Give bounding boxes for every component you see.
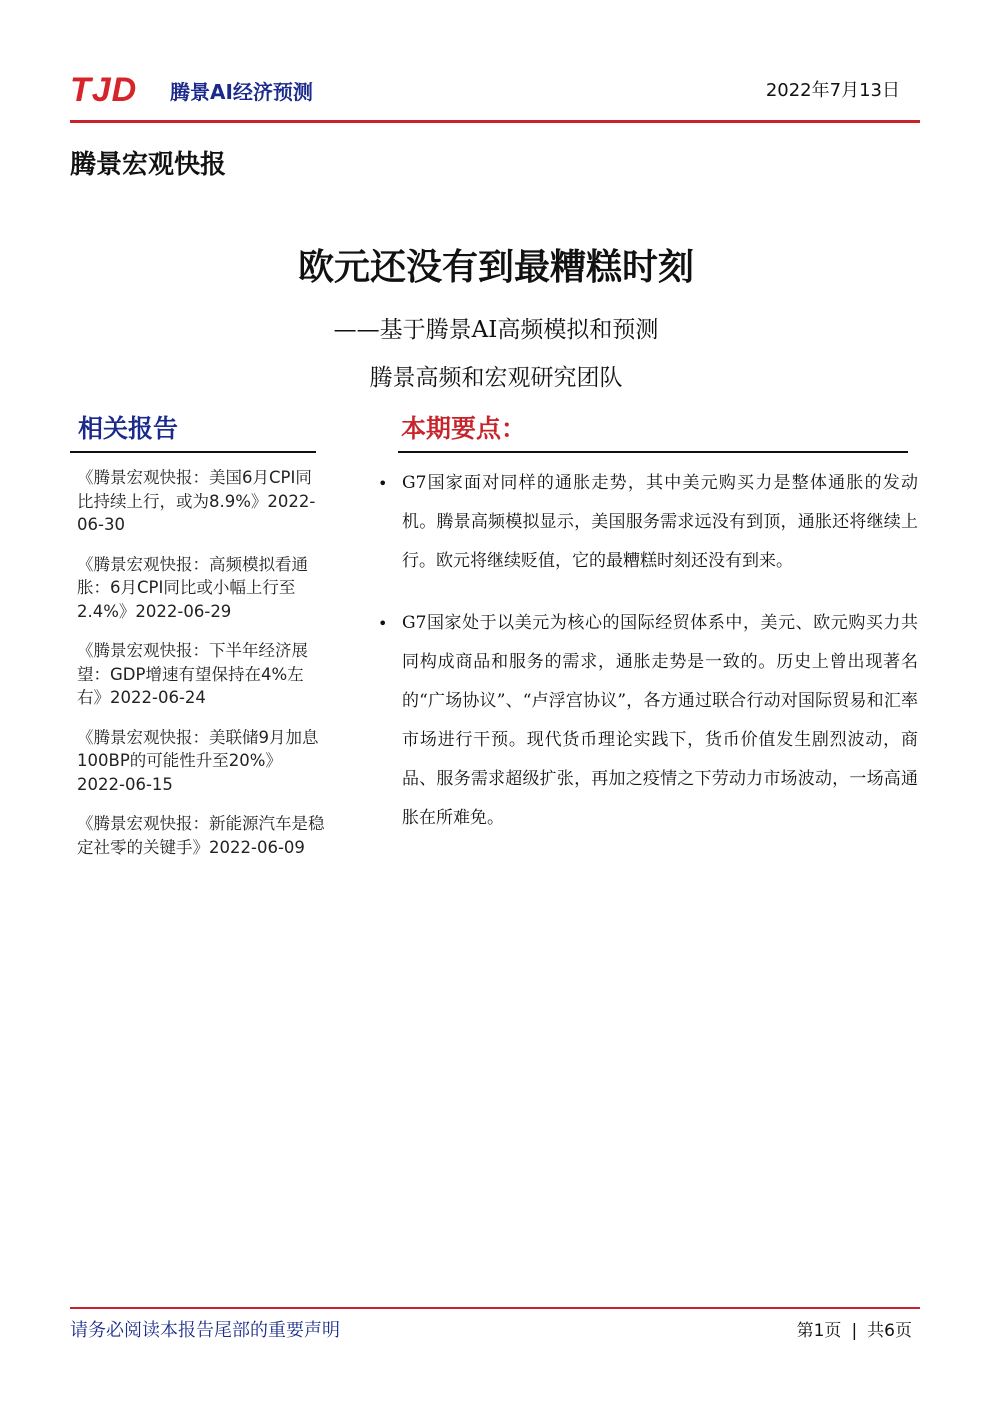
series-title: 腾景宏观快报	[70, 150, 227, 180]
related-reports-divider	[70, 451, 316, 453]
key-points-divider	[398, 451, 908, 453]
page-number: 第1页	[796, 1321, 842, 1341]
header-divider	[70, 120, 920, 123]
author-team: 腾景高频和宏观研究团队	[369, 365, 623, 391]
page-indicator	[797, 1318, 912, 1344]
related-report-link[interactable]: 《腾景宏观快报：新能源汽车是稳定社零的关键手》2022-06-09	[77, 814, 325, 857]
related-report-link[interactable]: 《腾景宏观快报：下半年经济展望：GDP增速有望保持在4%左右》2022-06-24	[77, 641, 308, 707]
key-point-item	[378, 604, 918, 838]
key-point-text: G7国家处于以美元为核心的国际经贸体系中，美元、欧元购买力共同构成商品和服务的需求，通胀走势是一致的。历史上曾出现著名的“广场协议”、“卢浮宫协议”，各方通过联合行动对国际贸易和汇率市场进行干预。现代货币理论实践下，货币价值发生剧烈波动，商品、服务需求超级扩张，再加之疫情之下劳动力市场波动，一场高通胀在所难免。	[402, 613, 918, 828]
page-title: 欧元还没有到最糟糕时刻	[297, 246, 694, 288]
logo-mark: TJD	[70, 71, 138, 109]
related-report-link[interactable]: 《腾景宏观快报：高频模拟看通胀：6月CPI同比或小幅上行至2.4%》2022-06-29	[77, 554, 308, 621]
key-points-list	[378, 464, 918, 861]
page-subtitle: ——基于腾景AI高频模拟和预测	[333, 317, 659, 343]
key-point-item	[378, 464, 918, 581]
footer-divider	[70, 1307, 920, 1309]
related-report-link[interactable]: 《腾景宏观快报：美国6月CPI同比持续上行，或为8.9%》2022-06-30	[77, 468, 316, 534]
bullet-icon: •	[378, 474, 388, 493]
page-separator: |	[851, 1321, 858, 1341]
related-report-link[interactable]: 《腾景宏观快报：美联储9月加息100BP的可能性升至20%》2022-06-15	[77, 727, 319, 794]
related-reports-heading: 相关报告	[78, 414, 179, 443]
key-points-heading: 本期要点：	[401, 414, 527, 443]
footer-disclaimer: 请务必阅读本报告尾部的重要声明	[70, 1320, 340, 1341]
page-total: 共6页	[867, 1321, 912, 1341]
bullet-icon: •	[378, 614, 388, 633]
logo-text: 腾景AI经济预测	[170, 80, 313, 104]
report-date: 2022年7月13日	[765, 80, 900, 101]
related-reports-list	[77, 466, 327, 875]
key-point-text: G7国家面对同样的通胀走势，其中美元购买力是整体通胀的发动机。腾景高频模拟显示，美国服务需求远没有到顶，通胀还将继续上行。欧元将继续贬值，它的最糟糕时刻还没有到来。	[402, 473, 918, 571]
